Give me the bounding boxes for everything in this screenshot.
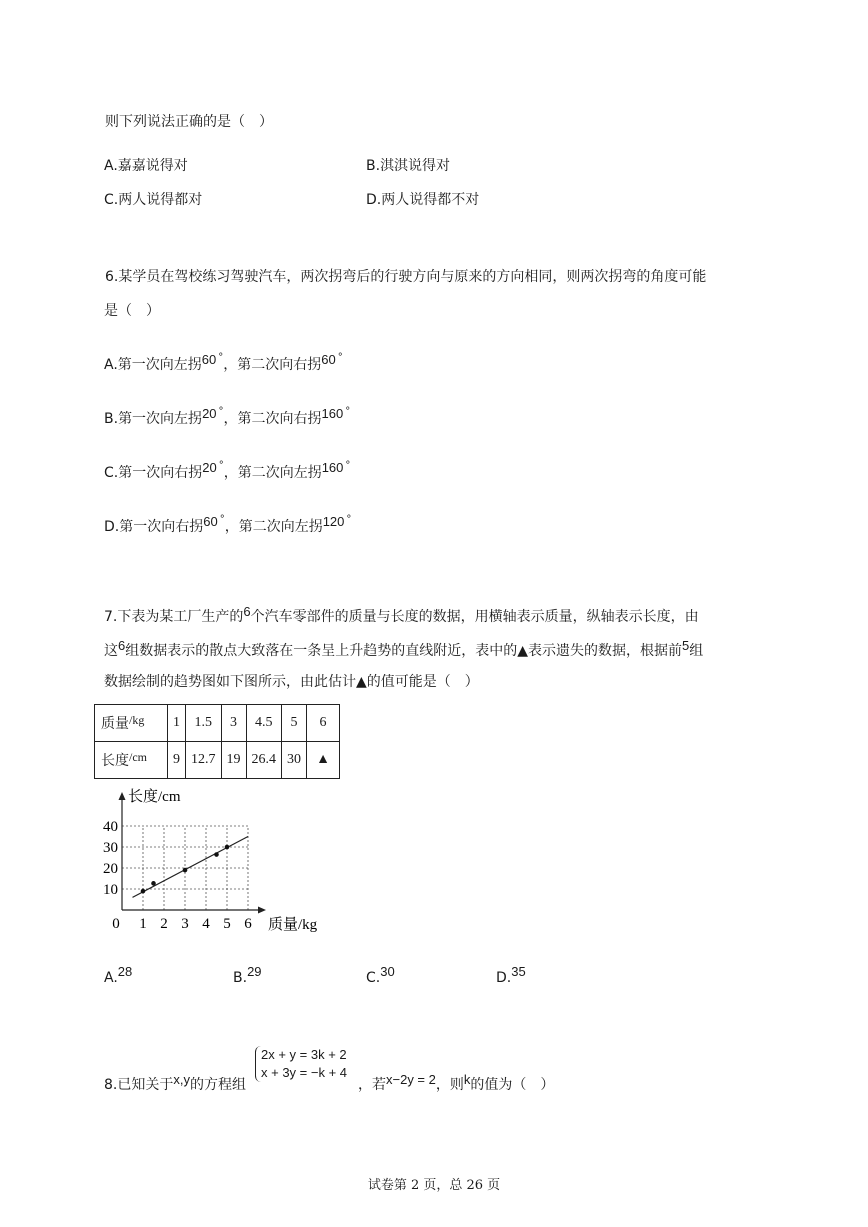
table-row — [95, 742, 340, 779]
q7-stem-line1: 7.下表为某工厂生产的6个汽车零部件的质量与长度的数据，用横轴表示质量，纵轴表示长度，由 — [104, 604, 699, 625]
page-footer: 试卷第 2 页，总 26 页 — [367, 1178, 501, 1193]
q8-stem-suffix: ，若x−2y = 2，则k的值为（ ） — [358, 1072, 555, 1093]
trend-line — [133, 837, 249, 898]
x-tick-label: 3 — [181, 916, 189, 932]
equation-system — [255, 1046, 347, 1082]
x-tick-label: 6 — [244, 916, 252, 932]
length-cell: 19 — [221, 742, 246, 779]
equation-2: x + 3y = −k + 4 — [261, 1065, 347, 1080]
mass-cell: 5 — [282, 705, 307, 742]
trend-chart — [96, 786, 336, 936]
q6-stem-line1: 6.某学员在驾校练习驾驶汽车，两次拐弯后的行驶方向与原来的方向相同，则两次拐弯的角度可能 — [105, 269, 707, 285]
q7-option-d[interactable]: D.35 — [496, 964, 526, 986]
origin-label: 0 — [112, 916, 120, 932]
q6-option-a[interactable]: A.第一次向左拐60 °，第二次向右拐60 ° — [104, 352, 343, 373]
q6-option-d[interactable]: D.第一次向右拐60 °，第二次向左拐120 ° — [104, 514, 352, 535]
data-point — [141, 889, 146, 894]
q8-stem-prefix: 8.已知关于x,y的方程组 — [104, 1072, 246, 1093]
q5-option-b[interactable]: B.淇淇说得对 — [366, 158, 451, 174]
q5-stem: 则下列说法正确的是（ ） — [105, 114, 273, 130]
q5-option-a[interactable]: A.嘉嘉说得对 — [104, 158, 188, 174]
mass-cell: 1.5 — [186, 705, 222, 742]
data-point — [225, 845, 230, 850]
x-tick-label: 4 — [202, 916, 210, 932]
q6-option-b[interactable]: B.第一次向左拐20 °，第二次向右拐160 ° — [104, 406, 351, 427]
equation-1: 2x + y = 3k + 2 — [261, 1047, 347, 1062]
x-tick-label: 1 — [139, 916, 147, 932]
y-axis-label: 长度/cm — [128, 789, 181, 805]
q6-option-c[interactable]: C.第一次向右拐20 °，第二次向左拐160 ° — [104, 460, 351, 481]
mass-cell: 4.5 — [246, 705, 282, 742]
y-tick-label: 20 — [103, 861, 118, 877]
x-axis-arrow-icon — [258, 907, 266, 914]
length-cell: 12.7 — [186, 742, 222, 779]
q7-option-a[interactable]: A.28 — [104, 964, 133, 986]
mass-header: 质量/kg — [95, 705, 168, 742]
q6-stem-line2: 是（ ） — [104, 303, 160, 319]
data-point — [214, 852, 219, 857]
y-tick-label: 10 — [103, 882, 118, 898]
q5-option-d[interactable]: D.两人说得都不对 — [366, 192, 480, 208]
mass-cell: 6 — [307, 705, 340, 742]
length-cell: 26.4 — [246, 742, 282, 779]
x-axis-label: 质量/kg — [268, 917, 318, 933]
mass-cell: 3 — [221, 705, 246, 742]
q7-stem-line2: 这6组数据表示的散点大致落在一条呈上升趋势的直线附近，表中的▲表示遗失的数据，根据前5组 — [104, 638, 704, 659]
length-cell missing-value-triangle: ▲ — [307, 742, 340, 779]
q7-option-c[interactable]: C.30 — [366, 964, 395, 986]
x-tick-label: 5 — [223, 916, 231, 932]
y-tick-label: 40 — [103, 819, 118, 835]
q7-stem-line3: 数据绘制的趋势图如下图所示，由此估计▲的值可能是（ ） — [104, 674, 479, 690]
q7-data-table — [94, 704, 340, 779]
length-header: 长度/cm — [95, 742, 168, 779]
q7-option-b[interactable]: B.29 — [233, 964, 262, 986]
length-cell: 9 — [168, 742, 186, 779]
data-point — [183, 868, 188, 873]
x-tick-label: 2 — [160, 916, 168, 932]
table-row — [95, 705, 340, 742]
y-tick-label: 30 — [103, 840, 118, 856]
mass-cell: 1 — [168, 705, 186, 742]
length-cell: 30 — [282, 742, 307, 779]
data-point — [151, 881, 156, 886]
y-axis-arrow-icon — [119, 792, 126, 800]
q5-option-c[interactable]: C.两人说得都对 — [104, 192, 203, 208]
